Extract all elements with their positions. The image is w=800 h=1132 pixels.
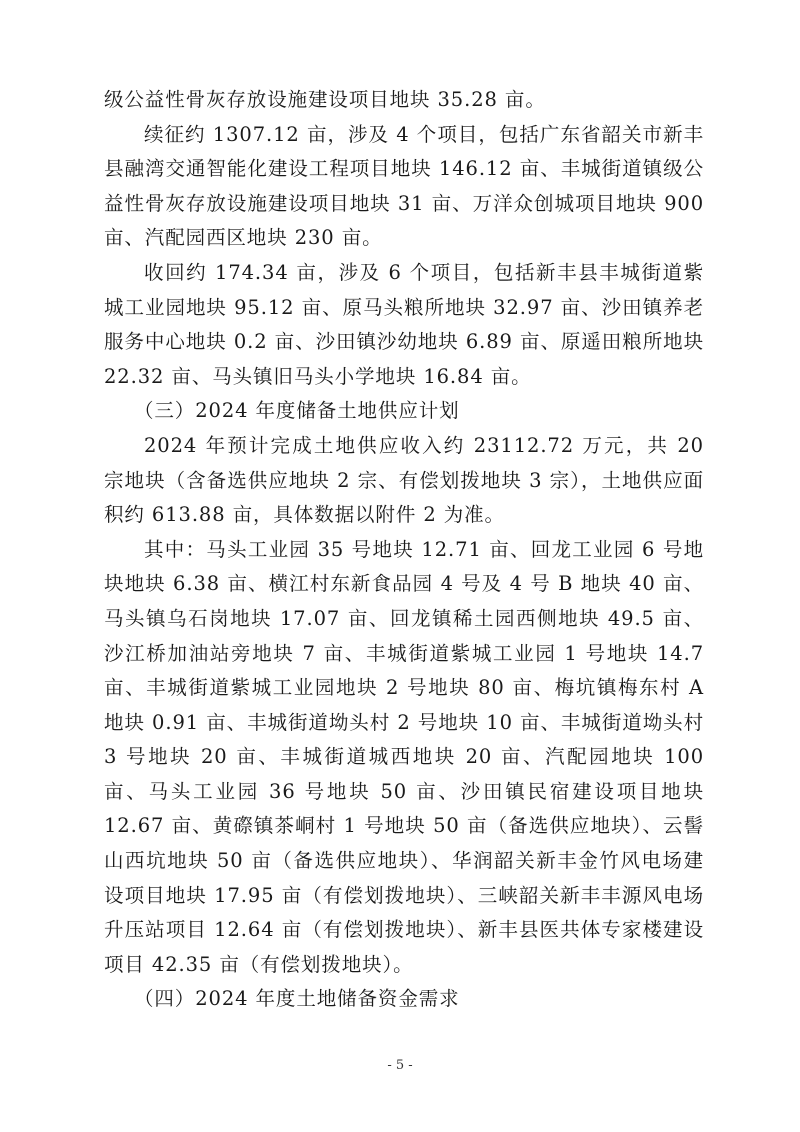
document-body xyxy=(104,83,704,1017)
paragraph-supply-summary: 2024 年预计完成土地供应收入约 23112.72 万元，共 20 宗地块（含备选供应地块 2 宗、有偿划拨地块 3 宗），土地供应面积约 613.88 亩，具体数据以附件 2 为准。 xyxy=(104,433,704,527)
paragraph-continued-acquisition: 续征约 1307.12 亩，涉及 4 个项目，包括广东省韶关市新丰县融湾交通智能化建设工程项目地块 146.12 亩、丰城街道镇级公益性骨灰存放设施建设项目地块 31 亩、万洋众创城项目地块 900 亩、汽配园西区地块 230 亩。 xyxy=(104,122,704,250)
page-number: - 5 - xyxy=(387,1058,413,1073)
paragraph-land-recovery: 收回约 174.34 亩，涉及 6 个项目，包括新丰县丰城街道紫城工业园地块 95.12 亩、原马头粮所地块 32.97 亩、沙田镇养老服务中心地块 0.2 亩、沙田镇沙幼地块 6.89 亩、原遥田粮所地块 22.32 亩、马头镇旧马头小学地块 16.84 亩。 xyxy=(104,260,704,388)
paragraph-supply-parcels: 其中：马头工业园 35 号地块 12.71 亩、回龙工业园 6 号地块地块 6.38 亩、横江村东新食品园 4 号及 4 号 B 地块 40 亩、马头镇乌石岗地块 17.07 亩、回龙镇稀土园西侧地块 49.5 亩、沙江桥加油站旁地块 7 亩、丰城街道紫城工业园 1 号地块 14.7 亩、丰城街道紫城工业园地块 2 号地块 80 亩、梅坑镇梅东村 A 地块 0.91 亩、丰城街道坳头村 2 号地块 10 亩、丰城街道坳头村 3 号地块 20 亩、丰城街道城西地块 20 亩、汽配园地块 100 亩、马头工业园 36 号地块 50 亩、沙田镇民宿建设项目地块 12.67 亩、黄磜镇茶峒村 1 号地块 50 亩（备选供应地块）、云髻山西坑地块 50 亩（备选供应地块）、华润韶关新丰金竹风电场建设项目地块 17.95 亩（有偿划拨地块）、三峡韶关新丰丰源风电场升压站项目 12.64 亩（有偿划拨地块）、新丰县医共体专家楼建设项目 42.35 亩（有偿划拨地块）。 xyxy=(104,537,704,976)
section-heading-supply-plan: （三）2024 年度储备土地供应计划 xyxy=(134,399,460,423)
section-heading-funding-needs: （四）2024 年度土地储备资金需求 xyxy=(134,987,460,1011)
paragraph-continuation: 级公益性骨灰存放设施建设项目地块 35.28 亩。 xyxy=(104,88,546,111)
